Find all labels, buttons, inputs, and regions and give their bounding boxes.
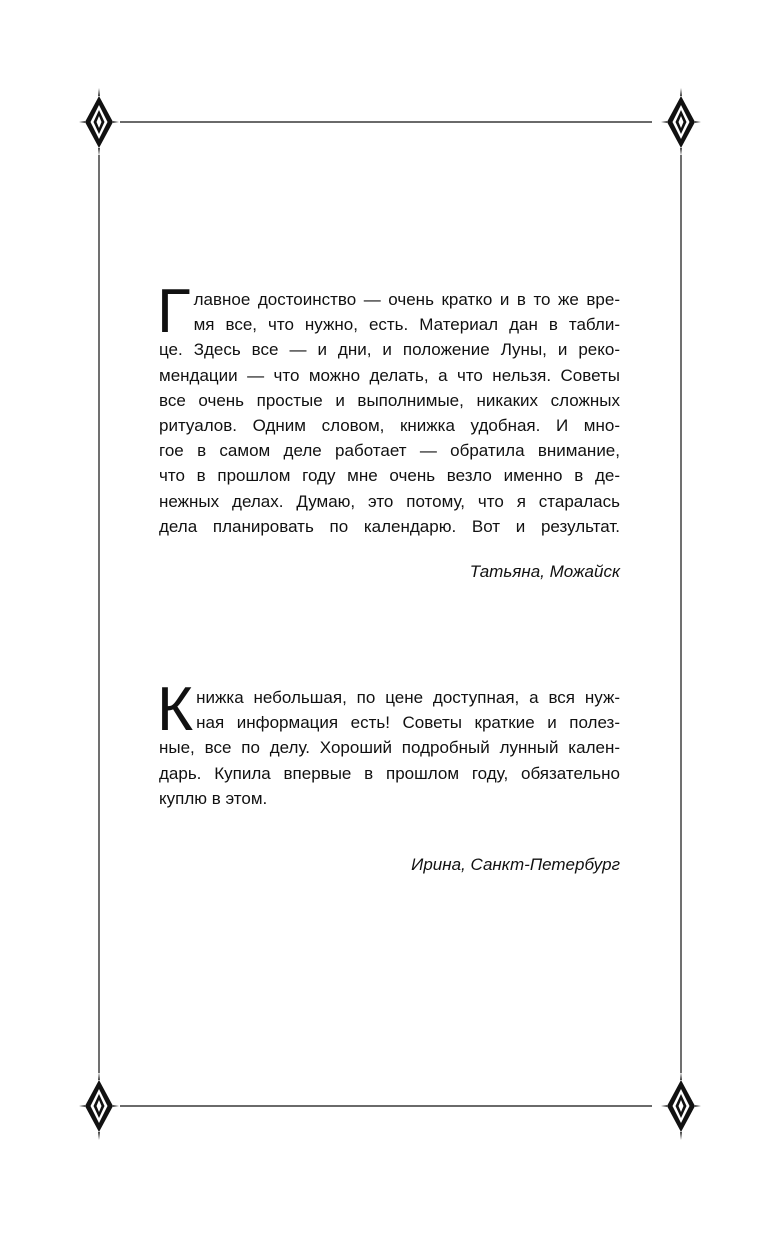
text-line: це. Здесь все — и дни, и положение Луны, и реко- (159, 340, 620, 360)
review-text (157, 675, 620, 811)
review-text (157, 277, 620, 539)
text-line: лавное достоинство — очень кратко и в то же вре- (193, 290, 620, 309)
drop-cap: Г (157, 277, 190, 346)
review-signature: Татьяна, Можайск (469, 562, 620, 581)
text-line: ные, все по делу. Хороший подробный лунный кален- (159, 738, 620, 758)
diamond-ornament-icon (661, 1072, 701, 1140)
text-line: гое в самом деле работает — обратила внимание, (159, 441, 620, 461)
review-tatiana (157, 277, 620, 581)
text-line: нежных делах. Думаю, это потому, что я старалась (159, 491, 620, 511)
text-line: дела планировать по календарю. Вот и результат. (159, 516, 620, 536)
review-signature: Ирина, Санкт-Петербург (411, 855, 620, 874)
text-line: ная информация есть! Советы краткие и полез- (196, 713, 620, 733)
text-line: мендации — что можно делать, а что нельзя. Советы (159, 365, 620, 385)
text-line: нижка небольшая, по цене доступная, а вся нуж- (196, 688, 620, 707)
text-line: ритуалов. Одним словом, книжка удобная. И мно- (159, 415, 620, 435)
diamond-ornament-icon (79, 88, 119, 156)
text-line: куплю в этом. (159, 788, 268, 808)
drop-cap: К (157, 675, 193, 744)
text-line: дарь. Купила впервые в прошлом году, обязательно (159, 763, 620, 783)
review-irina (157, 675, 620, 874)
text-line: все очень простые и выполнимые, никаких сложных (159, 390, 620, 410)
text-line: что в прошлом году мне очень везло именно в де- (159, 466, 620, 486)
diamond-ornament-icon (661, 88, 701, 156)
text-line: мя все, что нужно, есть. Материал дан в табли- (193, 315, 620, 335)
diamond-ornament-icon (79, 1072, 119, 1140)
